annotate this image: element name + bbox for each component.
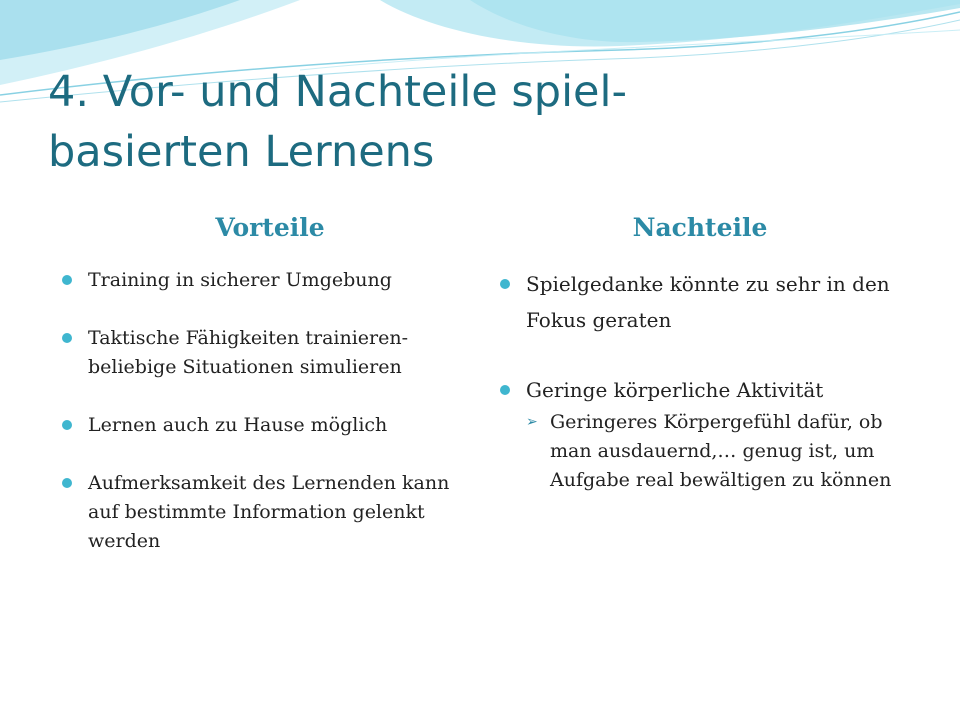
list-item (62, 469, 472, 556)
list-item-text: Training in sicherer Umgebung (88, 269, 392, 291)
slide-title-line-2: basierten Lernens (48, 127, 435, 177)
list-item (500, 266, 920, 338)
vorteile-list (62, 266, 472, 585)
nachteile-heading: Nachteile (632, 213, 768, 242)
nachteile-list (500, 266, 920, 495)
bullet-dot-icon (62, 478, 72, 488)
list-item-text: Taktische Fähigkeiten trainieren- beliebige Situationen simulieren (88, 327, 409, 378)
slide-title-line-1: 4. Vor- und Nachteile spiel- (48, 67, 627, 117)
bullet-dot-icon (62, 275, 72, 285)
list-item (62, 266, 472, 295)
list-item-text: Lernen auch zu Hause möglich (88, 414, 388, 436)
bullet-dot-icon (62, 420, 72, 430)
sub-list-item (526, 408, 920, 495)
list-item-text: Spielgedanke könnte zu sehr in den Fokus geraten (526, 272, 890, 332)
list-item-text: Aufmerksamkeit des Lernenden kann auf bestimmte Information gelenkt werden (88, 472, 450, 552)
vorteile-heading: Vorteile (215, 213, 325, 242)
sub-list-item-text: Geringeres Körpergefühl dafür, ob man ausdauernd,… genug ist, um Aufgabe real bewältigen zu können (550, 411, 892, 491)
arrow-bullet-icon: ➢ (526, 414, 538, 430)
list-item (62, 324, 472, 382)
list-item (62, 411, 472, 440)
bullet-dot-icon (62, 333, 72, 343)
slide-title (48, 62, 908, 182)
bullet-dot-icon (500, 279, 510, 289)
list-item-text: Geringe körperliche Aktivität (526, 378, 824, 402)
list-item (500, 372, 920, 408)
bullet-dot-icon (500, 385, 510, 395)
